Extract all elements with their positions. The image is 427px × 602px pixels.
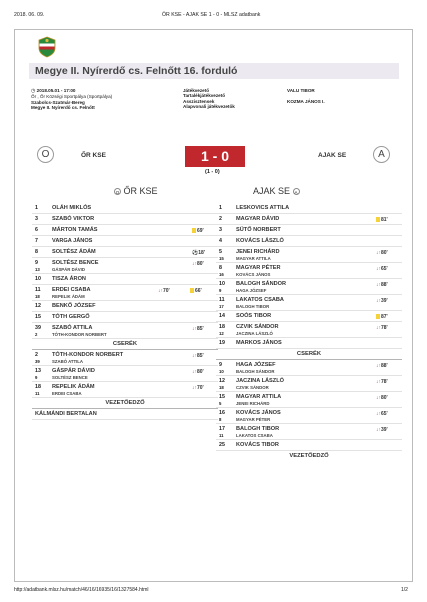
player-number: 6 bbox=[35, 227, 38, 233]
substitution-arrows-icon: ↓↑ bbox=[192, 353, 197, 359]
player-number: 13 bbox=[35, 368, 41, 374]
player-number: 15 bbox=[35, 314, 41, 320]
player-name[interactable]: TÓTH-KONDOR NORBERT bbox=[52, 352, 124, 358]
officials-roles bbox=[183, 88, 235, 110]
player-row bbox=[216, 247, 402, 263]
section-title: CSERÉK bbox=[32, 339, 218, 350]
player-name[interactable]: SOLTÉSZ BENCE bbox=[52, 260, 99, 266]
away-team-logo: A bbox=[373, 146, 390, 163]
event-marker bbox=[376, 250, 388, 256]
player-row bbox=[216, 236, 402, 247]
player-row bbox=[32, 214, 218, 225]
substitution-arrows-icon: ↓↑ bbox=[376, 379, 381, 385]
player-name[interactable]: BENKŐ JÓZSEF bbox=[52, 303, 96, 309]
yellow-card-icon bbox=[376, 217, 380, 222]
event-marker bbox=[158, 288, 170, 294]
player-name[interactable]: HAGA JÓZSEF bbox=[236, 362, 276, 368]
substitution-arrows-icon: ↓↑ bbox=[192, 326, 197, 332]
player-row bbox=[216, 225, 402, 236]
event-marker bbox=[192, 250, 205, 256]
sub-player-name[interactable]: ERDEI CSABA bbox=[52, 391, 82, 396]
event-marker bbox=[376, 395, 388, 401]
player-number: 3 bbox=[219, 227, 222, 233]
event-minute: 80' bbox=[381, 250, 388, 256]
player-row bbox=[216, 214, 402, 225]
player-row bbox=[216, 295, 402, 311]
section-title: VEZETŐEDZŐ bbox=[289, 453, 329, 459]
officials-names bbox=[287, 88, 325, 110]
print-date: 2018. 06. 09. bbox=[14, 12, 45, 18]
substitution-arrows-icon: ↓↑ bbox=[192, 261, 197, 267]
player-row bbox=[32, 274, 218, 285]
sub-player-name[interactable]: BALOGH SÁNDOR bbox=[236, 369, 275, 374]
yellow-card-icon bbox=[190, 288, 194, 293]
sub-player-name[interactable]: LAKATOS CSABA bbox=[236, 433, 273, 438]
event-minute: 39' bbox=[381, 427, 388, 433]
player-number: 5 bbox=[219, 249, 222, 255]
event-marker bbox=[376, 298, 388, 304]
player-number: 9 bbox=[219, 362, 222, 368]
substitution-arrows-icon: ↓↑ bbox=[376, 250, 381, 256]
player-name[interactable]: REPELIK ÁDÁM bbox=[52, 384, 95, 390]
event-marker bbox=[376, 427, 388, 433]
event-minute: 39' bbox=[381, 298, 388, 304]
print-header bbox=[0, 12, 427, 22]
substitution-arrows-icon: ↓↑ bbox=[376, 266, 381, 272]
player-number: 39 bbox=[35, 325, 41, 331]
player-name[interactable]: SOLTÉSZ ÁDÁM bbox=[52, 249, 96, 255]
event-marker bbox=[192, 326, 204, 332]
match-datetime: ◷ 2018.05.01 - 17:00 bbox=[31, 88, 76, 94]
player-row bbox=[216, 408, 402, 424]
section-title: CSERÉK bbox=[216, 349, 402, 360]
player-row bbox=[216, 360, 402, 376]
event-minute: 65' bbox=[381, 411, 388, 417]
substitution-arrows-icon: ↓↑ bbox=[376, 325, 381, 331]
yellow-card-icon bbox=[376, 314, 380, 319]
player-name[interactable]: KOVÁCS LÁSZLÓ bbox=[236, 238, 284, 244]
sub-player-name[interactable]: REPELIK ÁDÁM bbox=[52, 294, 85, 299]
official-name: VALU TIBOR bbox=[287, 88, 315, 93]
player-name[interactable]: MÁRTON TAMÁS bbox=[52, 227, 98, 233]
ball-icon: ⚽ bbox=[192, 250, 199, 256]
event-marker bbox=[376, 379, 388, 385]
event-minute: 65' bbox=[381, 266, 388, 272]
player-row bbox=[216, 203, 402, 214]
event-marker bbox=[376, 266, 388, 272]
event-minute: 85' bbox=[197, 326, 204, 332]
player-name[interactable]: MAGYAR PÉTER bbox=[236, 265, 281, 271]
player-row bbox=[216, 322, 402, 338]
player-name[interactable]: SÜTŐ NORBERT bbox=[236, 227, 281, 233]
player-number: 10 bbox=[219, 281, 225, 287]
event-minute: 69' bbox=[197, 228, 204, 234]
player-number: 1 bbox=[219, 205, 222, 211]
away-lineup bbox=[216, 203, 402, 462]
sub-player-name[interactable]: BALOGH TIBOR bbox=[236, 304, 270, 309]
player-number: 15 bbox=[219, 394, 225, 400]
player-row bbox=[32, 301, 218, 312]
player-name[interactable]: BALOGH TIBOR bbox=[236, 426, 280, 432]
player-row bbox=[216, 279, 402, 295]
player-number: 8 bbox=[219, 265, 222, 271]
player-row bbox=[32, 236, 218, 247]
player-name[interactable]: MAGYAR ATTILA bbox=[236, 394, 282, 400]
player-name[interactable]: TÓTH GERGŐ bbox=[52, 314, 90, 320]
sub-player-number: 17 bbox=[219, 304, 224, 309]
sub-player-name[interactable]: CZVIK SÁNDOR bbox=[236, 385, 269, 390]
player-number: 7 bbox=[35, 238, 38, 244]
sub-player-number: 18 bbox=[35, 294, 40, 299]
event-minute: 70' bbox=[197, 385, 204, 391]
event-marker bbox=[192, 353, 204, 359]
event-marker bbox=[192, 369, 204, 375]
event-minute: 88' bbox=[381, 363, 388, 369]
player-name[interactable]: GÁSPÁR DÁVID bbox=[52, 368, 95, 374]
player-row bbox=[216, 424, 402, 440]
sub-player-number: 13 bbox=[35, 267, 40, 272]
sub-player-number: 39 bbox=[35, 359, 40, 364]
event-minute: 81' bbox=[381, 217, 388, 223]
player-name[interactable]: VARGA JÁNOS bbox=[52, 238, 93, 244]
player-number: 11 bbox=[219, 297, 225, 303]
player-name[interactable]: JENEI RICHÁRD bbox=[236, 249, 280, 255]
event-marker bbox=[192, 385, 204, 391]
page-number: 1/2 bbox=[401, 587, 408, 593]
player-number: 14 bbox=[219, 313, 225, 319]
home-lineup bbox=[32, 203, 218, 420]
event-minute: 78' bbox=[381, 325, 388, 331]
event-marker bbox=[376, 325, 388, 331]
player-row bbox=[32, 323, 218, 339]
player-row bbox=[216, 376, 402, 392]
competition-title: Megye II. Nyírerdő cs. Felnőtt 16. forduló bbox=[35, 65, 238, 77]
player-number: 4 bbox=[219, 238, 222, 244]
match-venue: Őr , Őr Községi Sportpálya (Sportpálya) bbox=[31, 94, 113, 100]
player-number: 9 bbox=[35, 260, 38, 266]
event-minute: 66' bbox=[195, 288, 202, 294]
match-info bbox=[31, 88, 112, 111]
home-team-name[interactable]: ŐR KSE bbox=[81, 152, 106, 159]
sub-player-name[interactable]: GÁSPÁR DÁVID bbox=[52, 267, 85, 272]
official-name: KOZMA JÁNOS I. bbox=[287, 98, 325, 104]
substitution-arrows-icon: ↓↑ bbox=[376, 395, 381, 401]
substitution-arrows-icon: ↓↑ bbox=[376, 298, 381, 304]
event-marker bbox=[192, 261, 204, 267]
event-minute: 80' bbox=[197, 369, 204, 375]
event-minute: 70' bbox=[163, 288, 170, 294]
player-number: 12 bbox=[219, 378, 225, 384]
away-small-logo: A bbox=[294, 190, 298, 196]
player-name[interactable]: MARKOS JÁNOS bbox=[236, 340, 282, 346]
sub-player-number: 16 bbox=[219, 272, 224, 277]
player-row bbox=[32, 312, 218, 323]
event-minute: 85' bbox=[197, 353, 204, 359]
sub-player-number: 2 bbox=[35, 332, 38, 337]
event-marker bbox=[376, 282, 388, 288]
sub-player-number: 8 bbox=[219, 417, 222, 422]
mlsz-logo-icon bbox=[37, 36, 57, 58]
official-role: Játékvezető bbox=[183, 88, 210, 93]
player-name[interactable]: SZABÓ VIKTOR bbox=[52, 216, 95, 222]
substitution-arrows-icon: ↓↑ bbox=[376, 411, 381, 417]
event-marker bbox=[376, 363, 388, 369]
coach-name[interactable]: KÁLMÁNDI BERTALAN bbox=[35, 411, 97, 417]
player-number: 3 bbox=[35, 216, 38, 222]
sub-player-name[interactable]: HAGA JÓZSEF bbox=[236, 288, 267, 293]
player-number: 8 bbox=[35, 249, 38, 255]
sub-player-number: 10 bbox=[219, 369, 224, 374]
substitution-arrows-icon: ↓↑ bbox=[376, 427, 381, 433]
official-role: Alapvonali játékvezetők bbox=[183, 104, 235, 110]
player-name[interactable]: ERDEI CSABA bbox=[52, 287, 91, 293]
substitution-arrows-icon: ↓↑ bbox=[158, 288, 163, 294]
substitution-arrows-icon: ↓↑ bbox=[376, 363, 381, 369]
player-name[interactable]: OLÁH MIKLÓS bbox=[52, 205, 92, 211]
player-number: 16 bbox=[219, 410, 225, 416]
event-minute: 87' bbox=[381, 314, 388, 320]
event-marker bbox=[376, 411, 388, 417]
player-row bbox=[216, 440, 402, 451]
player-name[interactable]: JACZINA LÁSZLÓ bbox=[236, 378, 284, 384]
player-row bbox=[32, 285, 218, 301]
substitution-arrows-icon: ↓↑ bbox=[192, 385, 197, 391]
player-name[interactable]: TISZA ÁRON bbox=[52, 276, 86, 282]
event-minute: 88' bbox=[381, 282, 388, 288]
event-marker bbox=[190, 288, 202, 294]
player-name[interactable]: LAKATOS CSABA bbox=[236, 297, 284, 303]
score: 1 - 0 bbox=[185, 146, 245, 167]
player-row bbox=[32, 350, 218, 366]
sub-player-name[interactable]: JENEI RICHÁRD bbox=[236, 401, 270, 406]
event-marker bbox=[192, 228, 204, 234]
sub-player-number: 9 bbox=[219, 288, 222, 293]
substitution-arrows-icon: ↓↑ bbox=[192, 369, 197, 375]
player-number: 2 bbox=[35, 352, 38, 358]
player-row bbox=[32, 247, 218, 258]
section-title: VEZETŐEDZŐ bbox=[32, 398, 218, 409]
away-lineup-header: AJAK SE A bbox=[253, 186, 298, 196]
sub-player-name[interactable]: MAGYAR PÉTER bbox=[236, 417, 271, 422]
player-name[interactable]: SOÓS TIBOR bbox=[236, 313, 272, 319]
player-name[interactable]: SZABÓ ATTILA bbox=[52, 325, 93, 331]
sub-player-name[interactable]: SOLTÉSZ BENCE bbox=[52, 375, 88, 380]
sub-player-name[interactable]: MAGYAR ATTILA bbox=[236, 256, 271, 261]
player-number: 18 bbox=[219, 324, 225, 330]
official-name bbox=[287, 104, 325, 109]
yellow-card-icon bbox=[192, 228, 196, 233]
event-marker bbox=[376, 314, 388, 320]
player-row bbox=[32, 225, 218, 236]
sub-player-number: 12 bbox=[219, 331, 224, 336]
player-name[interactable]: KOVÁCS JÁNOS bbox=[236, 410, 281, 416]
player-name[interactable]: LESKOVICS ATTILA bbox=[236, 205, 290, 211]
home-small-logo: O bbox=[115, 190, 120, 196]
sub-player-number: 9 bbox=[35, 375, 38, 380]
halftime-score: (1 - 0) bbox=[205, 169, 220, 175]
player-number: 2 bbox=[219, 216, 222, 222]
sub-player-number: 11 bbox=[35, 391, 40, 396]
sub-player-number: 5 bbox=[219, 401, 222, 406]
sub-player-name[interactable]: KOVÁCS JÁNOS bbox=[236, 272, 271, 277]
player-number: 25 bbox=[219, 442, 225, 448]
sub-player-number: 18 bbox=[219, 385, 224, 390]
player-name[interactable]: CZVIK SÁNDOR bbox=[236, 324, 279, 330]
player-row bbox=[216, 338, 402, 349]
player-number: 18 bbox=[35, 384, 41, 390]
match-county: Szabolcs-Szatmár-Bereg bbox=[31, 99, 85, 105]
player-row bbox=[216, 311, 402, 322]
event-minute: 80' bbox=[381, 395, 388, 401]
match-league: Megye II. Nyírerdő cs. Felnőtt bbox=[31, 105, 95, 111]
player-name[interactable]: KOVÁCS TIBOR bbox=[236, 442, 279, 448]
player-number: 11 bbox=[35, 287, 41, 293]
player-number: 19 bbox=[219, 340, 225, 346]
player-name[interactable]: MAGYAR DÁVID bbox=[236, 216, 280, 222]
print-title: ÖR KSE - AJAK SE 1 - 0 - MLSZ adatbank bbox=[162, 12, 261, 18]
competition-title-bar bbox=[29, 63, 399, 79]
coach-row bbox=[32, 409, 218, 420]
player-row bbox=[216, 392, 402, 408]
away-team-name[interactable]: AJAK SE bbox=[318, 152, 347, 159]
home-team-logo: O bbox=[37, 146, 54, 163]
sub-player-name[interactable]: TÓTH-KONDOR NORBERT bbox=[52, 332, 107, 337]
page-url[interactable]: http://adatbank.mlsz.hu/match/46/16/16935/16/1327584.html bbox=[14, 587, 149, 593]
substitution-arrows-icon: ↓↑ bbox=[376, 282, 381, 288]
sub-player-number: 11 bbox=[219, 433, 224, 438]
event-minute: 80' bbox=[197, 261, 204, 267]
player-number: 12 bbox=[35, 303, 41, 309]
player-row bbox=[32, 258, 218, 274]
sub-player-number: 15 bbox=[219, 256, 224, 261]
player-row bbox=[32, 366, 218, 382]
player-row bbox=[32, 203, 218, 214]
player-number: 17 bbox=[219, 426, 225, 432]
official-role: Tartalékjátékvezető bbox=[183, 93, 226, 99]
home-lineup-header: O ŐR KSE bbox=[115, 186, 158, 196]
player-name[interactable]: BALOGH SÁNDOR bbox=[236, 281, 287, 287]
player-number: 10 bbox=[35, 276, 41, 282]
sub-player-name[interactable]: SZABÓ ATTILA bbox=[52, 359, 84, 364]
player-row bbox=[216, 263, 402, 279]
official-role: Asszisztensek bbox=[183, 98, 215, 104]
sub-player-name[interactable]: JACZINA LÁSZLÓ bbox=[236, 331, 273, 336]
player-number: 1 bbox=[35, 205, 38, 211]
event-minute: 18' bbox=[198, 250, 205, 256]
player-row bbox=[32, 382, 218, 398]
event-marker bbox=[376, 217, 388, 223]
event-minute: 78' bbox=[381, 379, 388, 385]
